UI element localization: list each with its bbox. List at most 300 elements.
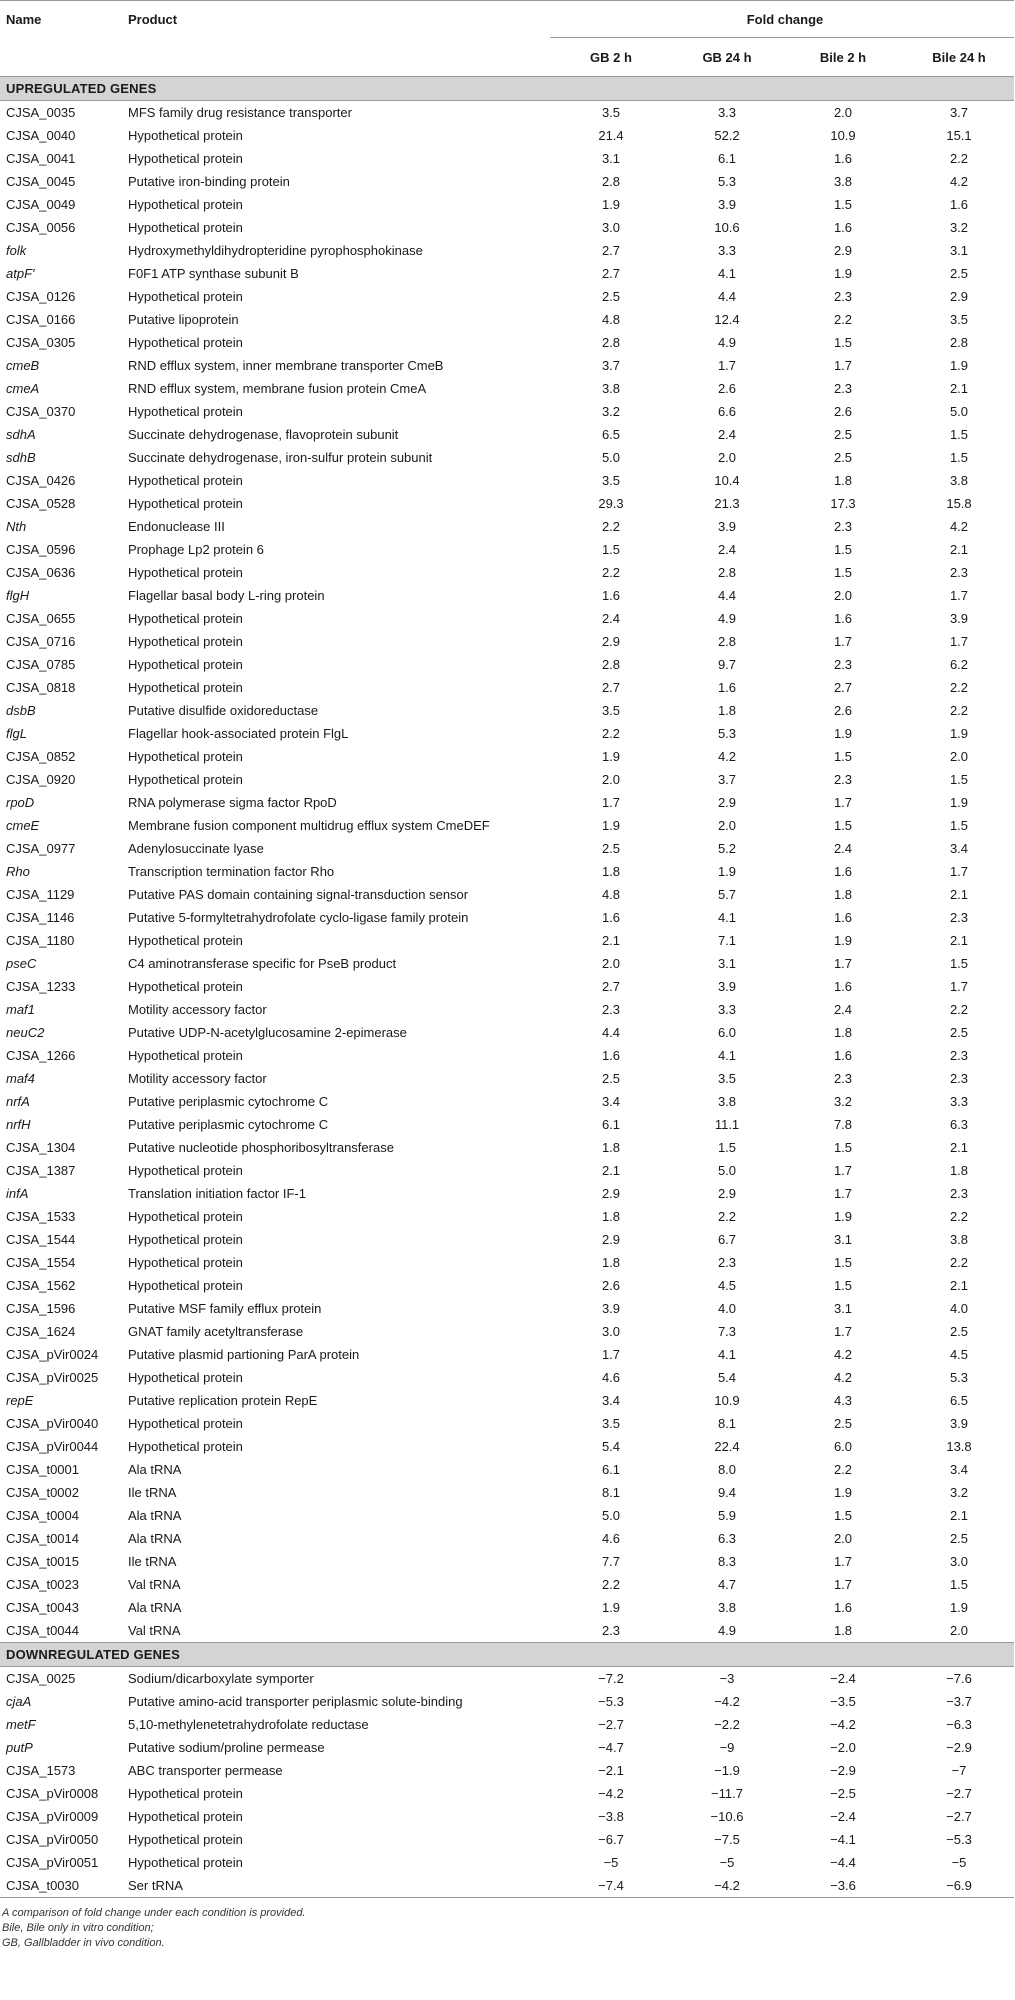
gene-name-cell: flgH — [6, 588, 30, 603]
table-row — [0, 515, 1014, 538]
gene-name-cell: CJSA_0818 — [6, 680, 76, 695]
product-cell: Ile tRNA — [128, 1554, 177, 1569]
fold-change-cell: 2.2 — [949, 703, 969, 718]
table-row — [0, 1412, 1014, 1435]
fold-change-cell: 1.7 — [833, 956, 853, 971]
fold-change-cell: 2.9 — [717, 795, 737, 810]
fold-change-cell: 3.1 — [833, 1301, 853, 1316]
fold-change-cell: 7.7 — [601, 1554, 621, 1569]
table-row — [0, 101, 1014, 125]
table-footnotes — [0, 1898, 1015, 1951]
product-cell: Putative periplasmic cytochrome C — [128, 1094, 329, 1109]
gene-name-cell: cjaA — [6, 1694, 32, 1709]
table-row — [0, 1021, 1014, 1044]
fold-change-cell: 4.0 — [949, 1301, 969, 1316]
product-cell: F0F1 ATP synthase subunit B — [128, 266, 299, 281]
product-cell: Endonuclease III — [128, 519, 225, 534]
fold-change-cell: 5.3 — [717, 174, 737, 189]
fold-change-cell: −2.5 — [830, 1786, 856, 1801]
fold-change-cell: 3.7 — [601, 358, 621, 373]
gene-name-cell: CJSA_0305 — [6, 335, 76, 350]
table-row — [0, 193, 1014, 216]
fold-change-cell: 4.8 — [601, 887, 621, 902]
fold-change-cell: 5.9 — [717, 1508, 737, 1523]
fold-change-cell: −2.9 — [830, 1763, 856, 1778]
fold-change-cell: 4.4 — [717, 289, 737, 304]
fold-change-cell: 3.8 — [717, 1600, 737, 1615]
fold-change-cell: 2.2 — [949, 151, 969, 166]
table-row — [0, 814, 1014, 837]
product-cell: ABC transporter permease — [128, 1763, 283, 1778]
fold-change-cell: 2.2 — [949, 1002, 969, 1017]
fold-change-cell: 13.8 — [946, 1439, 972, 1454]
fold-change-cell: 2.8 — [601, 657, 621, 672]
product-cell: Putative UDP-N-acetylglucosamine 2-epimerase — [128, 1025, 407, 1040]
fold-change-cell: 1.5 — [833, 1278, 853, 1293]
gene-name-cell: CJSA_1146 — [6, 910, 75, 925]
fold-change-cell: 3.8 — [717, 1094, 737, 1109]
product-cell: Val tRNA — [122, 1619, 550, 1643]
header-bile-2h: Bile 2 h — [782, 38, 898, 77]
product-cell: Transcription termination factor Rho — [128, 864, 335, 879]
gene-name-cell: Rho — [6, 864, 30, 879]
gene-name-cell: sdhA — [6, 427, 36, 442]
table-row — [0, 1596, 1014, 1619]
product-cell: RNA polymerase sigma factor RpoD — [128, 795, 337, 810]
fold-change-cell: 3.3 — [717, 105, 737, 120]
fold-change-cell: −4.2 — [714, 1694, 740, 1709]
fold-change-cell: 1.5 — [833, 565, 853, 580]
gene-name-cell: CJSA_0426 — [6, 473, 76, 488]
table-row — [0, 929, 1014, 952]
fold-change-cell: 1.7 — [949, 979, 969, 994]
fold-change-cell: 1.7 — [833, 1577, 853, 1592]
table-row — [0, 1251, 1014, 1274]
fold-change-cell: 2.4 — [717, 427, 737, 442]
table-row — [0, 860, 1014, 883]
fold-change-cell: 1.9 — [833, 1209, 853, 1224]
product-cell: RND efflux system, membrane fusion protein CmeA — [128, 381, 427, 396]
fold-change-cell: 2.1 — [949, 1508, 969, 1523]
fold-change-cell: −2.7 — [946, 1786, 972, 1801]
fold-change-cell: 1.6 — [833, 864, 853, 879]
gene-name-cell: CJSA_pVir0040 — [6, 1416, 99, 1431]
table-row — [0, 1159, 1014, 1182]
fold-change-cell: 2.2 — [833, 312, 853, 327]
product-cell: Hypothetical protein — [128, 1048, 243, 1063]
fold-change-cell: 3.0 — [949, 1554, 969, 1569]
fold-change-cell: 8.0 — [717, 1462, 737, 1477]
fold-change-cell: 4.6 — [601, 1370, 621, 1385]
gene-name-cell: metF — [6, 1717, 36, 1732]
product-cell: Motility accessory factor — [128, 1002, 267, 1017]
fold-change-cell: −2.0 — [830, 1740, 856, 1755]
gene-name-cell: CJSA_0041 — [6, 151, 76, 166]
product-cell: Membrane fusion component multidrug efflux system CmeDEF — [128, 818, 490, 833]
fold-change-cell: 2.6 — [833, 404, 853, 419]
fold-change-cell: −9 — [719, 1740, 735, 1755]
fold-change-cell: 2.6 — [717, 381, 737, 396]
fold-change-cell: 2.5 — [833, 427, 853, 442]
fold-change-cell: 2.3 — [833, 1071, 853, 1086]
fold-change-cell: 4.7 — [717, 1577, 737, 1592]
fold-change-cell: 4.2 — [833, 1347, 853, 1362]
fold-change-cell: 1.8 — [601, 1140, 621, 1155]
table-row — [0, 1113, 1014, 1136]
product-cell: Putative sodium/proline permease — [128, 1740, 325, 1755]
gene-name-cell: repE — [6, 1393, 34, 1408]
product-cell: Hypothetical protein — [128, 933, 243, 948]
gene-name-cell: CJSA_t0014 — [6, 1531, 79, 1546]
table-row — [0, 124, 1014, 147]
table-row — [0, 1435, 1014, 1458]
gene-name-cell: CJSA_t0023 — [6, 1577, 79, 1592]
fold-change-cell: 3.2 — [601, 404, 621, 419]
gene-name-cell: Nth — [6, 519, 27, 534]
fold-change-cell: 5.0 — [601, 450, 621, 465]
fold-change-cell: 2.3 — [550, 1619, 666, 1643]
product-cell: Flagellar hook-associated protein FlgL — [128, 726, 349, 741]
table-row — [0, 285, 1014, 308]
fold-change-cell: 1.9 — [833, 266, 853, 281]
fold-change-cell: 2.3 — [949, 565, 969, 580]
product-cell: Succinate dehydrogenase, iron-sulfur protein subunit — [128, 450, 433, 465]
fold-change-cell: 2.5 — [833, 450, 853, 465]
gene-name-cell: CJSA_1233 — [6, 979, 76, 994]
footnote: A comparison of fold change under each condition is provided. — [2, 1907, 306, 1919]
fold-change-cell: 2.0 — [717, 450, 737, 465]
table-row — [0, 1619, 1014, 1643]
fold-change-cell: −5 — [603, 1855, 619, 1870]
table-row — [0, 1320, 1014, 1343]
fold-change-cell: 3.2 — [833, 1094, 853, 1109]
gene-name-cell: flgL — [6, 726, 27, 741]
product-cell: Putative iron-binding protein — [128, 174, 290, 189]
product-cell: Putative 5-formyltetrahydrofolate cyclo-ligase family protein — [128, 910, 469, 925]
fold-change-cell: 5.2 — [717, 841, 737, 856]
table-row — [0, 423, 1014, 446]
table-row — [0, 1090, 1014, 1113]
fold-change-cell: 2.1 — [949, 887, 969, 902]
table-row — [0, 354, 1014, 377]
fold-change-cell: 2.2 — [949, 680, 969, 695]
fold-change-cell: 2.9 — [601, 1186, 621, 1201]
product-cell: Hypothetical protein — [128, 197, 243, 212]
footnote: Bile, Bile only in vitro condition; — [2, 1922, 154, 1934]
table-row — [0, 1205, 1014, 1228]
fold-change-cell: 1.7 — [717, 358, 737, 373]
fold-change-cell: 3.0 — [601, 220, 621, 235]
table-row — [0, 1343, 1014, 1366]
fold-change-cell: 2.2 — [601, 1577, 621, 1592]
fold-change-cell: 8.3 — [717, 1554, 737, 1569]
fold-change-cell: 10.6 — [714, 220, 740, 235]
fold-change-cell: 2.5 — [949, 1324, 969, 1339]
fold-change-cell: 1.7 — [833, 795, 853, 810]
product-cell: Hypothetical protein — [128, 1832, 243, 1847]
fold-change-cell: 2.2 — [601, 565, 621, 580]
gene-name-cell: CJSA_t0001 — [6, 1462, 79, 1477]
fold-change-cell: 2.9 — [949, 289, 969, 304]
fold-change-cell: 1.6 — [601, 1048, 621, 1063]
table-row — [0, 446, 1014, 469]
table-row — [0, 1527, 1014, 1550]
fold-change-cell: 7.8 — [833, 1117, 853, 1132]
fold-change-cell: 6.0 — [833, 1439, 853, 1454]
product-cell: Hypothetical protein — [128, 1855, 243, 1870]
fold-change-cell: −10.6 — [710, 1809, 744, 1824]
fold-change-cell: −7 — [951, 1763, 967, 1778]
fold-change-cell: 3.3 — [949, 1094, 969, 1109]
fold-change-cell: −2.4 — [830, 1809, 856, 1824]
fold-change-cell: 2.9 — [717, 1186, 737, 1201]
fold-change-cell: 1.6 — [949, 197, 969, 212]
fold-change-cell: 3.3 — [717, 1002, 737, 1017]
fold-change-cell: 1.7 — [601, 1347, 621, 1362]
product-cell: Val tRNA — [128, 1577, 181, 1592]
gene-name-cell: cmeA — [6, 381, 40, 396]
fold-change-cell: −5 — [719, 1855, 735, 1870]
table-row — [0, 1782, 1014, 1805]
gene-name-cell: infA — [6, 1186, 29, 1201]
table-row — [0, 699, 1014, 722]
fold-change-cell: 21.3 — [714, 496, 740, 511]
gene-name-cell: CJSA_0785 — [6, 657, 76, 672]
fold-change-cell: 3.2 — [949, 1485, 969, 1500]
table-row — [0, 768, 1014, 791]
fold-change-cell: 2.2 — [717, 1209, 737, 1224]
fold-change-cell: −4.4 — [830, 1855, 856, 1870]
fold-change-cell: 3.8 — [833, 174, 853, 189]
product-cell: Putative MSF family efflux protein — [128, 1301, 322, 1316]
fold-change-cell: 3.8 — [949, 473, 969, 488]
fold-change-cell: 1.9 — [833, 726, 853, 741]
product-cell: Hypothetical protein — [128, 1786, 243, 1801]
fold-change-cell: 1.7 — [601, 795, 621, 810]
gene-name-cell: CJSA_1533 — [6, 1209, 76, 1224]
gene-name-cell: dsbB — [6, 703, 36, 718]
fold-change-cell: 1.8 — [833, 887, 853, 902]
table-row — [0, 147, 1014, 170]
fold-change-cell: 6.2 — [949, 657, 969, 672]
table-row — [0, 400, 1014, 423]
product-cell: Hypothetical protein — [128, 1809, 243, 1824]
fold-change-cell: 1.5 — [833, 335, 853, 350]
fold-change-cell: 1.6 — [833, 1600, 853, 1615]
gene-name-cell: CJSA_1562 — [6, 1278, 76, 1293]
table-row — [0, 239, 1014, 262]
fold-change-cell: 5.3 — [717, 726, 737, 741]
fold-change-cell: 1.9 — [601, 749, 621, 764]
fold-change-cell: 1.5 — [833, 749, 853, 764]
fold-change-cell: 2.0 — [833, 588, 853, 603]
fold-change-cell: 4.9 — [666, 1619, 782, 1643]
table-row — [0, 170, 1014, 193]
fold-change-cell: 1.9 — [949, 358, 969, 373]
fold-change-cell: 3.9 — [717, 519, 737, 534]
product-cell: Hypothetical protein — [128, 979, 243, 994]
product-cell: Hypothetical protein — [128, 634, 243, 649]
fold-change-cell: 4.4 — [717, 588, 737, 603]
gene-name-cell: maf4 — [6, 1071, 35, 1086]
fold-change-cell: 6.1 — [601, 1117, 621, 1132]
fold-change-cell: 5.0 — [601, 1508, 621, 1523]
fold-change-cell: 2.5 — [949, 266, 969, 281]
product-cell: Ala tRNA — [128, 1462, 182, 1477]
fold-change-cell: 1.6 — [601, 910, 621, 925]
gene-name-cell: CJSA_pVir0009 — [6, 1809, 99, 1824]
fold-change-cell: 1.9 — [949, 1600, 969, 1615]
fold-change-cell: 9.4 — [717, 1485, 737, 1500]
table-row — [0, 975, 1014, 998]
product-cell: Hypothetical protein — [128, 1439, 243, 1454]
fold-change-cell: 3.1 — [717, 956, 737, 971]
gene-name-cell: CJSA_t0015 — [6, 1554, 79, 1569]
fold-change-cell: 1.5 — [833, 1508, 853, 1523]
fold-change-cell: 10.9 — [714, 1393, 740, 1408]
fold-change-cell: 3.2 — [949, 220, 969, 235]
product-cell: Flagellar basal body L-ring protein — [128, 588, 325, 603]
gene-name-cell: CJSA_t0043 — [6, 1600, 79, 1615]
fold-change-cell: 1.6 — [833, 220, 853, 235]
fold-change-cell: 1.6 — [833, 151, 853, 166]
fold-change-cell: 1.6 — [833, 1048, 853, 1063]
fold-change-cell: 2.4 — [717, 542, 737, 557]
fold-change-cell: 9.7 — [717, 657, 737, 672]
fold-change-cell: 1.9 — [949, 795, 969, 810]
product-cell: Hydroxymethyldihydropteridine pyrophosphokinase — [128, 243, 423, 258]
fold-change-cell: 2.6 — [833, 703, 853, 718]
product-cell: Adenylosuccinate lyase — [128, 841, 264, 856]
table-row — [0, 1481, 1014, 1504]
fold-change-cell: 4.2 — [949, 174, 969, 189]
table-row — [0, 1182, 1014, 1205]
gene-name-cell: CJSA_0636 — [6, 565, 76, 580]
fold-change-cell: 2.7 — [601, 266, 621, 281]
fold-change-cell: 3.7 — [949, 105, 969, 120]
fold-change-cell: 1.9 — [717, 864, 737, 879]
fold-change-cell: 4.1 — [717, 1048, 737, 1063]
gene-name-cell: cmeE — [6, 818, 40, 833]
table-row — [0, 630, 1014, 653]
fold-change-cell: 3.1 — [833, 1232, 853, 1247]
fold-change-cell: 2.1 — [601, 933, 621, 948]
fold-change-cell: 7.3 — [717, 1324, 737, 1339]
fold-change-cell: 1.9 — [601, 1600, 621, 1615]
fold-change-cell: 1.7 — [833, 1186, 853, 1201]
fold-change-cell: 21.4 — [598, 128, 624, 143]
fold-change-cell: −3.5 — [830, 1694, 856, 1709]
fold-change-cell: 2.0 — [601, 956, 621, 971]
fold-change-cell: 6.1 — [601, 1462, 621, 1477]
gene-name-cell: CJSA_0025 — [6, 1671, 76, 1686]
product-cell: Hypothetical protein — [128, 151, 243, 166]
gene-name-cell: CJSA_0596 — [6, 542, 76, 557]
gene-name-cell: CJSA_t0002 — [6, 1485, 79, 1500]
fold-change-cell: 1.5 — [949, 772, 969, 787]
fold-change-cell: 3.0 — [601, 1324, 621, 1339]
header-gb-2h: GB 2 h — [550, 38, 666, 77]
table-row — [0, 331, 1014, 354]
fold-change-cell: 1.5 — [949, 818, 969, 833]
header-gb-24h: GB 24 h — [666, 38, 782, 77]
table-row — [0, 216, 1014, 239]
fold-change-cell: 2.1 — [949, 933, 969, 948]
table-row — [0, 1228, 1014, 1251]
fold-change-cell: 3.5 — [949, 312, 969, 327]
fold-change-cell: 1.8 — [833, 473, 853, 488]
product-cell: Hypothetical protein — [128, 1370, 243, 1385]
table-row — [0, 1828, 1014, 1851]
table-row — [0, 1297, 1014, 1320]
fold-change-cell: 6.5 — [601, 427, 621, 442]
gene-name-cell: CJSA_1544 — [6, 1232, 76, 1247]
gene-name-cell: CJSA_pVir0050 — [6, 1832, 99, 1847]
fold-change-cell: 4.5 — [949, 1347, 969, 1362]
fold-change-cell: 1.9 — [601, 818, 621, 833]
gene-name-cell: CJSA_0528 — [6, 496, 76, 511]
table-row — [0, 377, 1014, 400]
table-row — [0, 1366, 1014, 1389]
fold-change-cell: 1.6 — [833, 910, 853, 925]
fold-change-cell: 4.1 — [717, 266, 737, 281]
fold-change-cell: 10.9 — [830, 128, 856, 143]
product-cell: Putative disulfide oxidoreductase — [128, 703, 319, 718]
fold-change-cell: 1.9 — [833, 933, 853, 948]
fold-change-cell: 4.6 — [601, 1531, 621, 1546]
fold-change-cell: −6.3 — [946, 1717, 972, 1732]
fold-change-cell: 3.8 — [949, 1232, 969, 1247]
product-cell: Hypothetical protein — [128, 611, 243, 626]
table-row — [0, 952, 1014, 975]
product-cell: C4 aminotransferase specific for PseB product — [128, 956, 397, 971]
gene-name-cell: folk — [6, 243, 27, 258]
fold-change-cell: 52.2 — [714, 128, 740, 143]
table-row — [0, 1690, 1014, 1713]
gene-name-cell: putP — [6, 1740, 33, 1755]
fold-change-cell: −3.7 — [946, 1694, 972, 1709]
product-cell: Hypothetical protein — [128, 1209, 243, 1224]
fold-change-cell: 3.5 — [601, 703, 621, 718]
fold-change-cell: 4.3 — [833, 1393, 853, 1408]
fold-change-cell: 1.7 — [833, 358, 853, 373]
fold-change-cell: 1.7 — [833, 1163, 853, 1178]
fold-change-cell: 15.1 — [946, 128, 972, 143]
product-cell: Hypothetical protein — [128, 496, 243, 511]
fold-change-cell: 2.7 — [601, 680, 621, 695]
fold-change-cell: 4.0 — [717, 1301, 737, 1316]
fold-change-cell: 2.9 — [601, 1232, 621, 1247]
fold-change-cell: 5.7 — [717, 887, 737, 902]
gene-name-cell: CJSA_pVir0008 — [6, 1786, 99, 1801]
fold-change-cell: 2.3 — [833, 289, 853, 304]
fold-change-cell: 1.7 — [833, 634, 853, 649]
gene-name-cell: CJSA_0977 — [6, 841, 76, 856]
table-row — [0, 791, 1014, 814]
table-row — [0, 722, 1014, 745]
product-cell: Ser tRNA — [122, 1874, 550, 1898]
gene-name-cell: CJSA_1624 — [6, 1324, 76, 1339]
fold-change-cell: −6.9 — [898, 1874, 1014, 1898]
gene-name-cell: CJSA_1129 — [6, 887, 75, 902]
fold-change-cell: 3.1 — [601, 151, 621, 166]
gene-name-cell: CJSA_0049 — [6, 197, 76, 212]
fold-change-cell: 3.9 — [949, 611, 969, 626]
fold-change-cell: 2.1 — [949, 1278, 969, 1293]
table-row — [0, 538, 1014, 561]
fold-change-cell: 2.9 — [833, 243, 853, 258]
gene-name-cell: atpF' — [6, 266, 35, 281]
